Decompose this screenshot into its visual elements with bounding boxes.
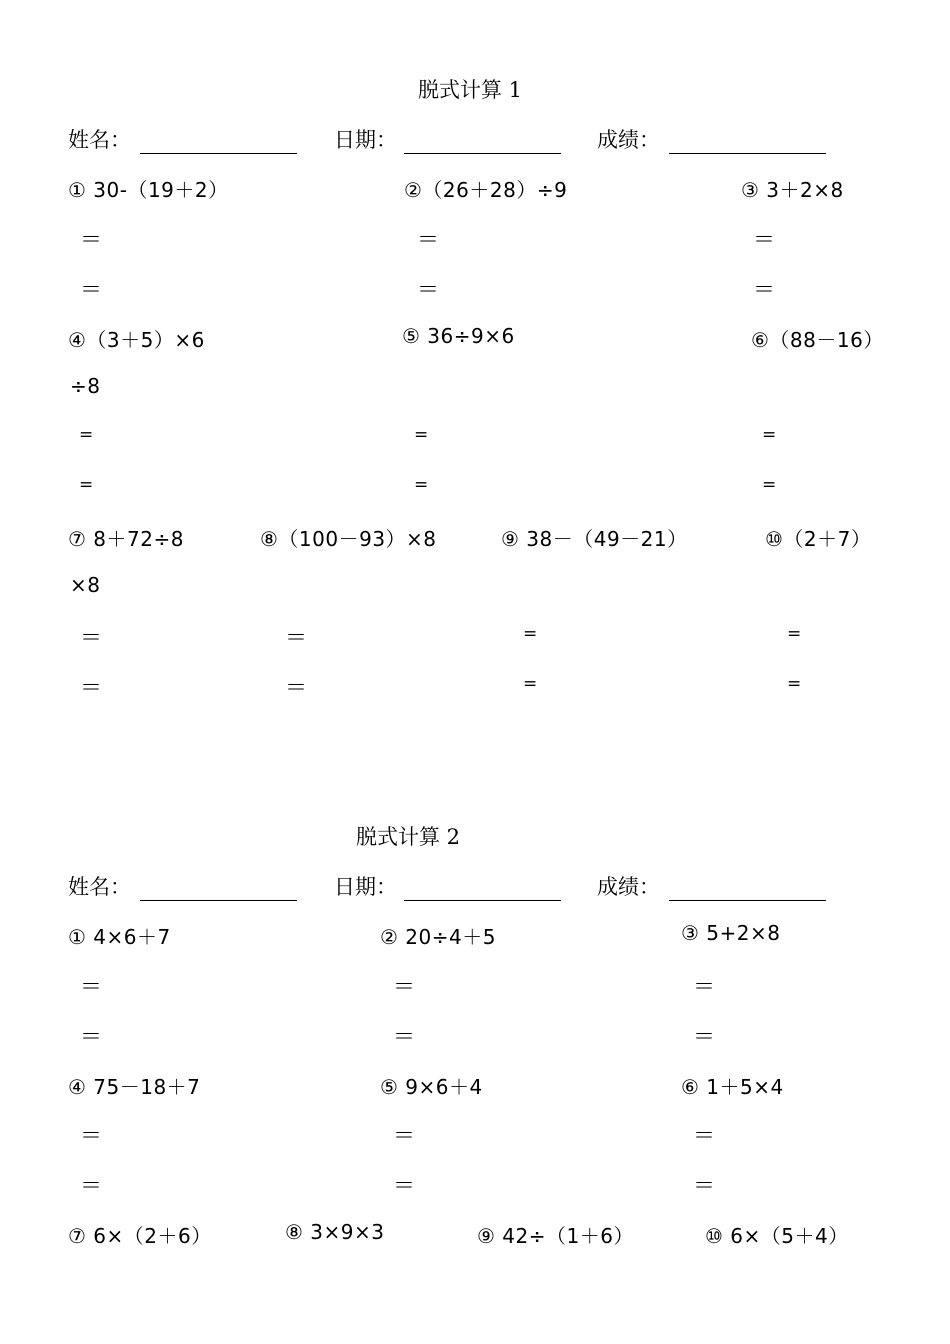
sheet1-name-label: 姓名： [68,128,131,152]
problem-7: ⑦ 6×（2＋6） [68,1224,212,1248]
equals-sign: ＝ [80,1174,103,1199]
equals-sign: ＝ [285,676,308,701]
problem-8: ⑧ 3×9×3 [285,1220,385,1244]
problem-8: ⑧（100－93）×8 [260,527,437,551]
equals-sign: = [79,425,94,445]
problem-6: ⑥（88－16） [751,328,884,352]
problem-5: ⑤ 9×6＋4 [380,1075,483,1099]
equals-sign: ＝ [80,676,103,701]
problem-2: ②（26＋28）÷9 [404,178,568,202]
equals-sign: = [787,674,802,694]
equals-sign: ＝ [693,975,716,1000]
equals-sign: = [79,475,94,495]
equals-sign: = [414,475,429,495]
equals-sign: = [762,475,777,495]
problem-7: ⑦ 8＋72÷8 [68,527,184,551]
problem-9: ⑨ 38－（49－21） [501,527,688,551]
equals-sign: = [787,624,802,644]
equals-sign: ＝ [285,626,308,651]
equals-sign: ＝ [393,1124,416,1149]
equals-sign: ＝ [80,1124,103,1149]
problem-1: ① 30-（19＋2） [68,178,229,202]
problem-10-continued: ×8 [70,573,101,597]
sheet1-score-line[interactable] [669,153,826,154]
problem-4: ④ 75－18＋7 [68,1075,201,1099]
sheet2-name-label: 姓名： [68,875,131,899]
sheet1-score-label: 成绩： [597,128,660,152]
sheet2-title: 脱式计算 2 [356,825,461,849]
problem-3: ③ 3＋2×8 [741,178,844,202]
equals-sign: ＝ [393,1174,416,1199]
equals-sign: ＝ [693,1174,716,1199]
equals-sign: ＝ [417,228,440,253]
sheet2-score-label: 成绩： [597,875,660,899]
problem-10: ⑩（2＋7） [765,527,872,551]
equals-sign: = [523,624,538,644]
problem-10: ⑩ 6×（5＋4） [705,1224,849,1248]
sheet1-title: 脱式计算 1 [418,78,523,102]
problem-5: ⑤ 36÷9×6 [402,324,515,348]
problem-3: ③ 5+2×8 [681,921,781,945]
sheet1-date-line[interactable] [404,153,561,154]
problem-1: ① 4×6＋7 [68,925,171,949]
equals-sign: ＝ [417,278,440,303]
equals-sign: ＝ [753,278,776,303]
problem-4: ④（3＋5）×6 [68,328,205,352]
sheet2-name-line[interactable] [140,900,297,901]
equals-sign: ＝ [80,626,103,651]
equals-sign: ＝ [80,228,103,253]
problem-6: ⑥ 1＋5×4 [681,1075,784,1099]
problem-2: ② 20÷4＋5 [380,925,496,949]
equals-sign: ＝ [80,278,103,303]
equals-sign: ＝ [393,975,416,1000]
sheet2-date-label: 日期： [334,875,397,899]
equals-sign: ＝ [80,975,103,1000]
sheet2-score-line[interactable] [669,900,826,901]
sheet2-date-line[interactable] [404,900,561,901]
equals-sign: ＝ [393,1025,416,1050]
sheet1-date-label: 日期： [334,128,397,152]
equals-sign: = [762,425,777,445]
problem-6-continued: ÷8 [70,374,101,398]
equals-sign: ＝ [693,1025,716,1050]
equals-sign: = [523,674,538,694]
sheet1-name-line[interactable] [140,153,297,154]
equals-sign: ＝ [753,228,776,253]
equals-sign: ＝ [693,1124,716,1149]
equals-sign: = [414,425,429,445]
equals-sign: ＝ [80,1025,103,1050]
problem-9: ⑨ 42÷（1＋6） [477,1224,634,1248]
